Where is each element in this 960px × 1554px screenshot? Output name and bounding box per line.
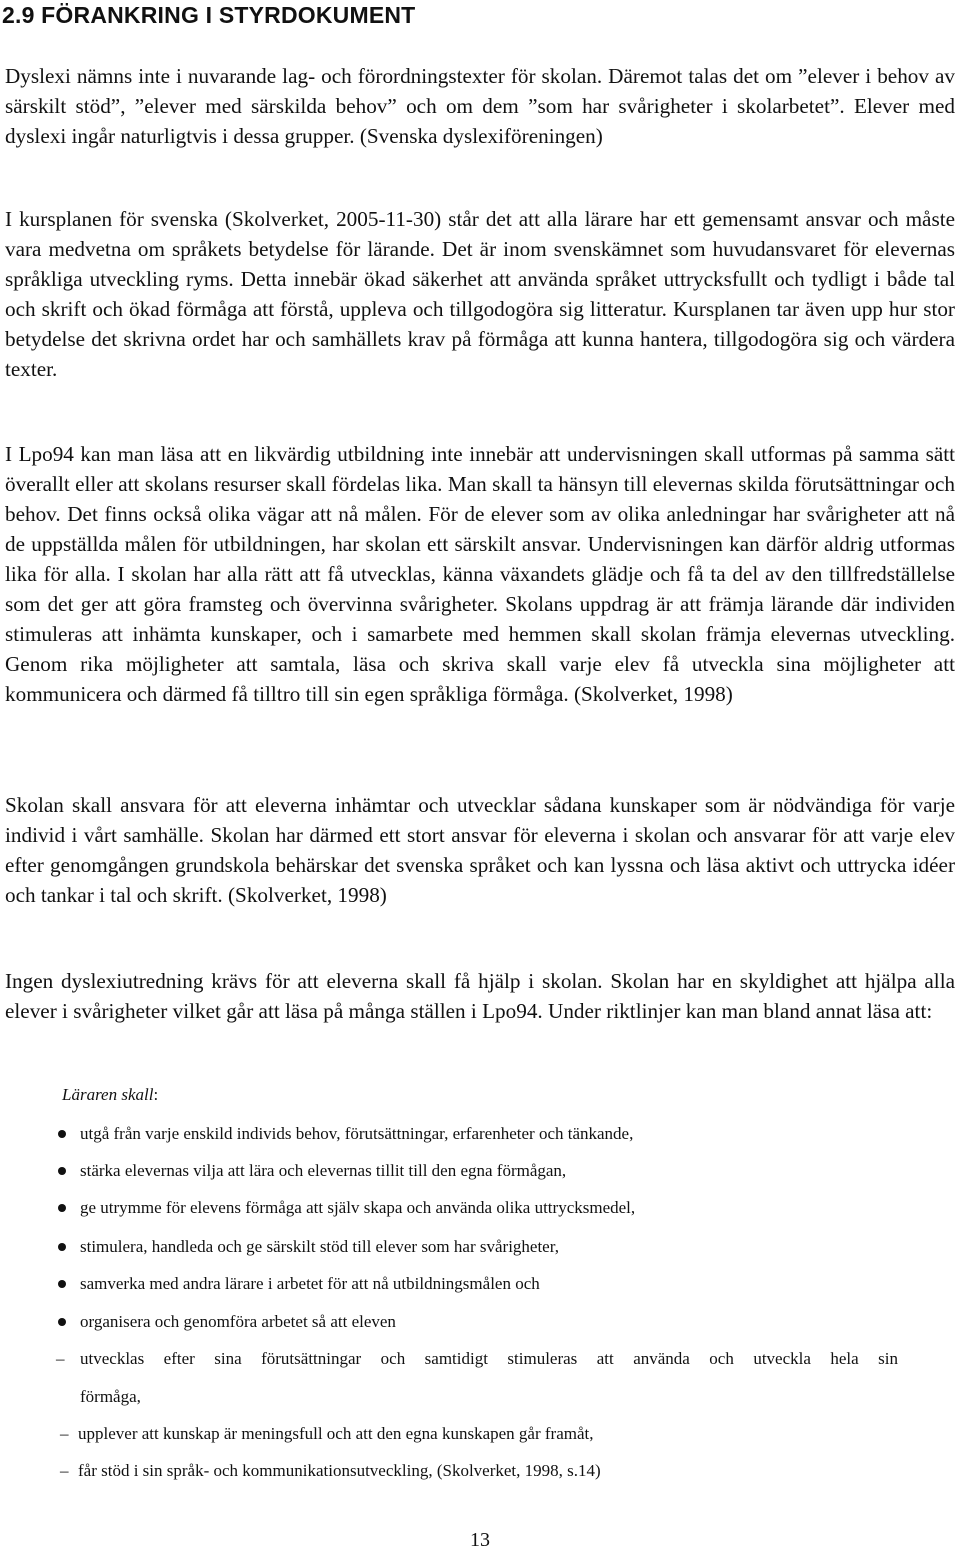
paragraph: Skolan skall ansvara för att eleverna inhämtar och utvecklar sådana kunskaper som är nödvändiga för varje individ i vårt samhälle. Skolan har därmed ett stort ansvar för eleverna i skolan och ansvarar för att varje elev efter genomgången grundskola behärskar det svenska språket och kan lyssna och läsa aktivt och uttrycka idéer och tankar i tal och skrift. (Skolverket, 1998) (5, 793, 955, 907)
list-item-text: ge utrymme för elevens förmåga att själv skapa och använda olika uttrycksmedel, (80, 1198, 636, 1217)
paragraph: Ingen dyslexiutredning krävs för att eleverna skall få hjälp i skolan. Skolan har en skyldighet att hjälpa alla elever i svårigheter vilket går att läsa på många ställen i Lpo94. Under riktlinjer kan man bland annat läsa att: (5, 969, 955, 1023)
list-intro (62, 1083, 158, 1107)
list-item-text: utvecklas efter sina förutsättningar och samtidigt stimuleras att använda och utveckla hela sin (80, 1349, 898, 1368)
list-item-text: utgå från varje enskild individs behov, förutsättningar, erfarenheter och tänkande, (80, 1124, 634, 1143)
bullet-icon (58, 1280, 66, 1288)
section-heading: 2.9 FÖRANKRING I STYRDOKUMENT (2, 2, 416, 28)
bullet-icon (58, 1318, 66, 1326)
list-intro-colon: : (153, 1085, 159, 1104)
list-item-text: stärka elevernas vilja att lära och elevernas tillit till den egna förmågan, (80, 1161, 567, 1180)
dash-icon: – (60, 1424, 69, 1443)
paragraph: I Lpo94 kan man läsa att en likvärdig utbildning inte innebär att undervisningen skall utformas på samma sätt överallt eller att skolans resurser skall fördelas lika. Man skall ta hänsyn till elevernas skilda förutsättningar och behov. Det finns också olika vägar att nå målen. För de elever som av olika anledningar har svårigheter att nå de uppställda målen för utbildningen, har skolan ett särskilt ansvar. Undervisningen kan därför aldrig utformas lika för alla. I skolan har alla rätt att få utvecklas, känna växandets glädje och få ta del av den tillfredställelse som det ger att göra framsteg och övervinna svårigheter. Skolans uppdrag är att främja lärande där individen stimuleras att inhämta kunskaper, och i samarbete med hemmen skall skolan främja elevernas utveckling. Genom rika möjligheter att samtala, läsa och skriva skall varje elev få utveckla sina möjligheter att kommunicera och därmed få tilltro till sin egen språkliga förmåga. (Skolverket, 1998) (5, 442, 955, 706)
dash-icon: – (60, 1461, 69, 1480)
page-number: 13 (470, 1529, 490, 1551)
list-item-text: stimulera, handleda och ge särskilt stöd till elever som har svårigheter, (80, 1237, 559, 1256)
bullet-icon (58, 1204, 66, 1212)
list-intro-label: Läraren skall (62, 1085, 154, 1104)
paragraph: I kursplanen för svenska (Skolverket, 2005-11-30) står det att alla lärare har ett gemensamt ansvar och måste vara medvetna om språkets betydelse för lärande. Det är inom svenskämnet som huvudansvaret för elevernas språkliga utveckling ryms. Detta innebär ökad säkerhet att använda språket uttrycksfullt och tydligt i både tal och skrift och ökad förmåga att förstå, uppleva och tillgodogöra sig litteratur. Kursplanen tar även upp hur stor betydelse det skrivna ordet har och samhällets krav på förmåga att kunna hantera, tillgodogöra sig och värdera texter. (5, 207, 955, 381)
dash-icon: – (56, 1349, 65, 1368)
list-item-text: organisera och genomföra arbetet så att eleven (80, 1312, 396, 1331)
bullet-icon (58, 1167, 66, 1175)
list-item-text: samverka med andra lärare i arbetet för att nå utbildningsmålen och (80, 1274, 540, 1293)
bullet-icon (58, 1130, 66, 1138)
list-item-text: upplever att kunskap är meningsfull och att den egna kunskapen går framåt, (78, 1424, 594, 1443)
list-item-text: förmåga, (80, 1387, 141, 1406)
bullet-icon (58, 1243, 66, 1251)
paragraph: Dyslexi nämns inte i nuvarande lag- och förordningstexter för skolan. Däremot talas det om ”elever i behov av särskilt stöd”, ”elever med särskilda behov” och om dem ”som har svårigheter i skolarbetet”. Elever med dyslexi ingår naturligtvis i dessa grupper. (Svenska dyslexiföreningen) (5, 64, 955, 148)
list-item-text: får stöd i sin språk- och kommunikationsutveckling, (Skolverket, 1998, s.14) (78, 1461, 601, 1480)
